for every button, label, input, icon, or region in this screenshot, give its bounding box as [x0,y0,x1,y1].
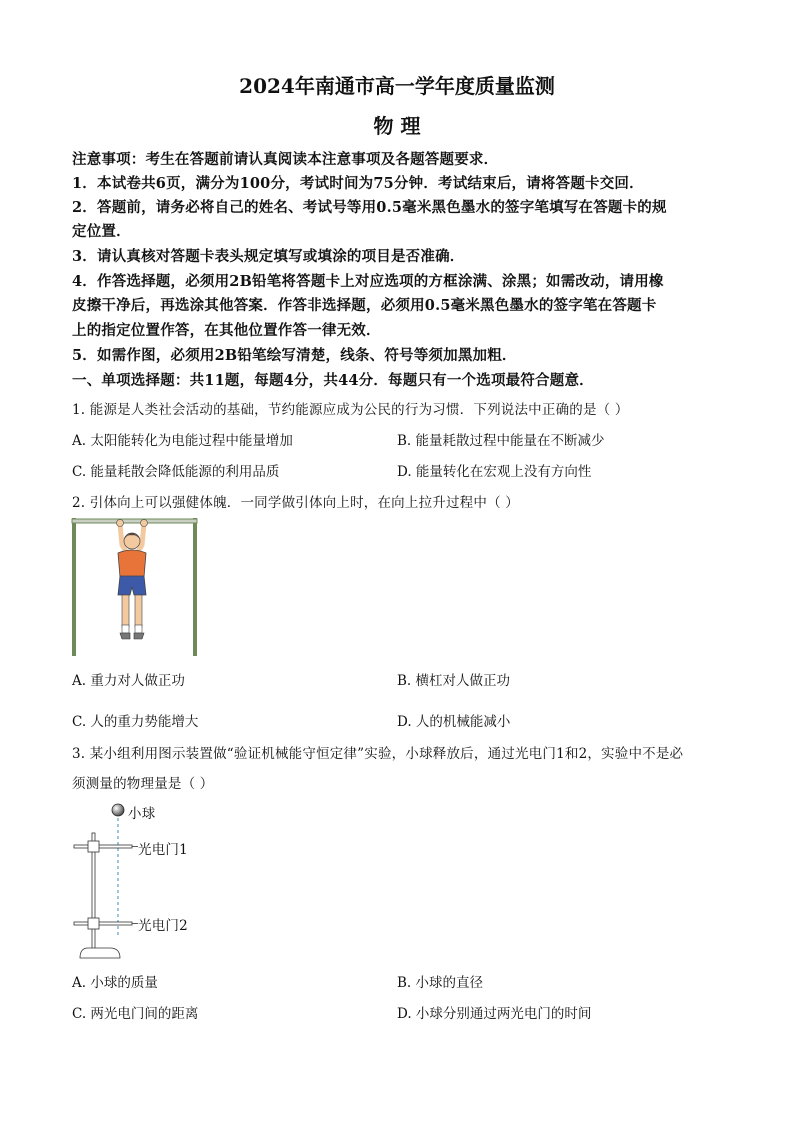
q1-option-b: B. 能量耗散过程中能量在不断减少 [397,433,605,449]
q2-option-d: D. 人的机械能减小 [397,714,511,730]
horizontal-bar [72,519,197,523]
question-3-stem: 3. 某小组利用图示装置做“验证机械能守恒定律”实验，小球释放后，通过光电门1和2，实验中不是必 [72,746,684,762]
section-heading: 一、单项选择题：共11题，每题4分，共44分．每题只有一个选项最符合题意． [72,372,594,389]
notice-item: 2．答题前，请务必将自己的姓名、考试号等用0.5毫米黑色墨水的签字笔填写在答题卡的规 [72,199,667,216]
q1-option-d: D. 能量转化在宏观上没有方向性 [397,464,592,480]
photogate-1 [74,845,132,848]
stand-base [80,948,120,958]
right-post [193,518,197,656]
label-photogate-1: 光电门1 [138,842,188,858]
notice-heading: 注意事项：考生在答题前请认真阅读本注意事项及各题答题要求． [72,151,499,168]
exam-title: 2024年南通市高一学年度质量监测 [239,74,555,98]
label-photogate-2: 光电门2 [138,918,188,934]
notice-item: 定位置． [72,223,131,240]
ball [112,804,124,816]
q3-option-c: C. 两光电门间的距离 [72,1006,199,1022]
photogate-2 [74,922,132,925]
q1-option-a: A. 太阳能转化为电能过程中能量增加 [72,433,293,449]
pull-up-illustration [70,515,200,660]
question-2-stem: 2. 引体向上可以强健体魄．一同学做引体向上时，在向上拉升过程中（ ） [72,495,519,511]
notice-item: 3．请认真核对答题卡表头规定填写或填涂的项目是否准确． [72,248,465,265]
notice-item: 1．本试卷共6页，满分为100分，考试时间为75分钟．考试结束后，请将答题卡交回． [72,175,644,192]
notice-item: 5．如需作图，必须用2B铅笔绘写清楚，线条、符号等须加黑加粗． [72,347,517,364]
q1-option-c: C. 能量耗散会降低能源的利用品质 [72,464,280,480]
notice-item: 上的指定位置作答，在其他位置作答一律无效． [72,322,381,339]
head [124,533,140,549]
q3-option-b: B. 小球的直径 [397,975,484,991]
label-ball: 小球 [128,806,156,822]
shirt [118,550,146,577]
q3-option-d: D. 小球分别通过两光电门的时间 [397,1006,592,1022]
subject-title: 物 理 [373,114,421,138]
q2-option-b: B. 横杠对人做正功 [397,673,511,689]
notice-item: 4．作答选择题，必须用2B铅笔将答题卡上对应选项的方框涂满、涂黑；如需改动，请用橡 [72,273,664,290]
q2-option-a: A. 重力对人做正功 [72,673,185,689]
q3-option-a: A. 小球的质量 [72,975,158,991]
q2-option-c: C. 人的重力势能增大 [72,714,199,730]
left-post [72,518,76,656]
question-3-stem-cont: 须测量的物理量是（ ） [72,776,214,792]
notice-item: 皮擦干净后，再选涂其他答案．作答非选择题，必须用0.5毫米黑色墨水的签字笔在答题卡 [72,297,657,314]
photogate-apparatus-diagram [70,798,270,963]
question-1-stem: 1. 能源是人类社会活动的基础，节约能源应成为公民的行为习惯．下列说法中正确的是（ ） [72,402,629,418]
shorts [118,576,146,595]
